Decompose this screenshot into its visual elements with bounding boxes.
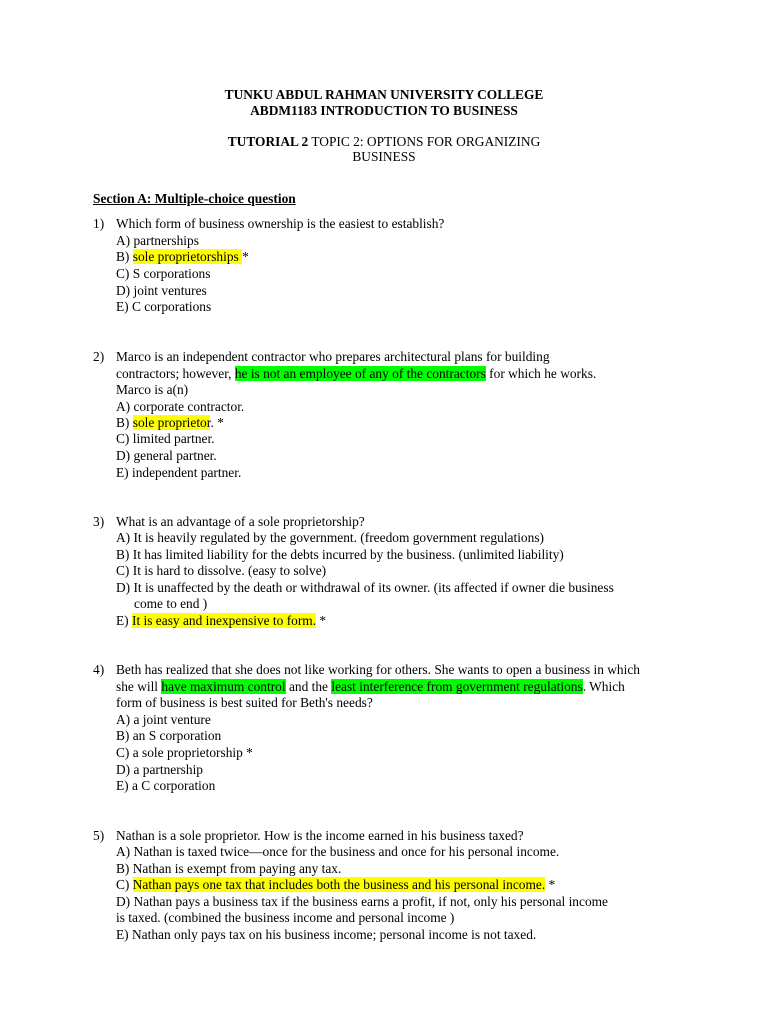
- q2-line2-pre: contractors; however,: [116, 366, 235, 381]
- q2-answer-mark: . *: [210, 415, 224, 430]
- q4-line2-mid: and the: [285, 679, 332, 694]
- q2-option-b-letter: B): [116, 415, 133, 430]
- q3-option-a: A) It is heavily regulated by the government. (freedom government regulations): [116, 530, 544, 545]
- q2-option-c: C) limited partner.: [116, 431, 215, 446]
- q3-option-e-highlight: It is easy and inexpensive to form.: [132, 613, 317, 628]
- tutorial-topic-line2: BUSINESS: [352, 149, 416, 164]
- q2-question-line1: Marco is an independent contractor who prepares architectural plans for building: [116, 349, 550, 364]
- q2-option-b-highlight: sole proprietor: [132, 415, 211, 430]
- q4-number: 4): [93, 662, 105, 677]
- q2-option-d: D) general partner.: [116, 448, 217, 463]
- q2-option-e: E) independent partner.: [116, 465, 242, 480]
- q2-option-a: A) corporate contractor.: [116, 399, 245, 414]
- q3-question: What is an advantage of a sole proprietorship?: [116, 514, 365, 529]
- q2-line2-post: for which he works.: [485, 366, 597, 381]
- q4-green-highlight-1: have maximum control: [161, 679, 286, 694]
- q4-question-line1: Beth has realized that she does not like working for others. She wants to open a business in which: [116, 662, 640, 677]
- section-a-title: Section A: Multiple-choice question: [93, 191, 296, 206]
- q1-number: 1): [93, 216, 105, 231]
- q4-option-d: D) a partnership: [116, 762, 204, 777]
- q5-question: Nathan is a sole proprietor. How is the income earned in his business taxed?: [116, 828, 524, 843]
- q5-option-c-letter: C): [116, 877, 133, 892]
- q5-option-a: A) Nathan is taxed twice—once for the business and once for his personal income.: [116, 844, 560, 859]
- q2-question-line3: Marco is a(n): [116, 382, 189, 397]
- q3-option-e-letter: E): [116, 613, 132, 628]
- q1-option-b: [116, 249, 249, 266]
- q5-answer-mark: *: [545, 877, 556, 892]
- q3-option-c: C) It is hard to dissolve. (easy to solve): [116, 563, 327, 578]
- q2-option-b: [116, 415, 224, 432]
- q4-green-highlight-2: least interference from government regulations: [331, 679, 583, 694]
- q4-line2-post: . Which: [582, 679, 625, 694]
- q5-option-c-highlight: Nathan pays one tax that includes both the business and his personal income.: [132, 877, 546, 892]
- q3-option-d-line2: come to end ): [134, 596, 208, 611]
- tutorial-label: TUTORIAL 2: [227, 134, 309, 149]
- q1-option-b-letter: B): [116, 249, 133, 264]
- q4-option-c: C) a sole proprietorship *: [116, 745, 253, 760]
- topic-text: TOPIC 2: OPTIONS FOR ORGANIZING: [308, 134, 541, 149]
- q5-option-b: B) Nathan is exempt from paying any tax.: [116, 861, 342, 876]
- q5-option-d-line1: D) Nathan pays a business tax if the business earns a profit, if not, only his personal income: [116, 894, 609, 909]
- q4-option-e: E) a C corporation: [116, 778, 216, 793]
- q1-question: Which form of business ownership is the easiest to establish?: [116, 216, 445, 231]
- q4-question-line3: form of business is best suited for Beth's needs?: [116, 695, 373, 710]
- course-title: ABDM1183 INTRODUCTION TO BUSINESS: [250, 103, 518, 118]
- q3-option-b: B) It has limited liability for the debts incurred by the business. (unlimited liability): [116, 547, 564, 562]
- q4-line2-pre: she will: [116, 679, 162, 694]
- q4-option-a: A) a joint venture: [116, 712, 211, 727]
- q3-option-d-line1: D) It is unaffected by the death or withdrawal of its owner. (its affected if owner die business: [116, 580, 614, 595]
- q3-option-e: [116, 613, 326, 630]
- q5-option-d-line2: is taxed. (combined the business income and personal income ): [116, 910, 455, 925]
- q1-option-e: E) C corporations: [116, 299, 212, 314]
- q2-green-highlight: he is not an employee of any of the contractors: [234, 366, 486, 381]
- q5-option-e: E) Nathan only pays tax on his business income; personal income is not taxed.: [116, 927, 537, 942]
- q3-answer-mark: *: [316, 613, 327, 628]
- q2-number: 2): [93, 349, 105, 364]
- q5-number: 5): [93, 828, 105, 843]
- q1-option-b-highlight: sole proprietorships: [132, 249, 243, 264]
- q1-option-d: D) joint ventures: [116, 283, 207, 298]
- q5-option-c: [116, 877, 555, 894]
- q1-answer-mark: *: [242, 249, 249, 264]
- q1-option-c: C) S corporations: [116, 266, 211, 281]
- q1-option-a: A) partnerships: [116, 233, 199, 248]
- q4-option-b: B) an S corporation: [116, 728, 222, 743]
- q3-number: 3): [93, 514, 105, 529]
- q4-question-line2: [116, 679, 625, 696]
- university-title: TUNKU ABDUL RAHMAN UNIVERSITY COLLEGE: [224, 87, 544, 102]
- q2-question-line2: [116, 366, 596, 383]
